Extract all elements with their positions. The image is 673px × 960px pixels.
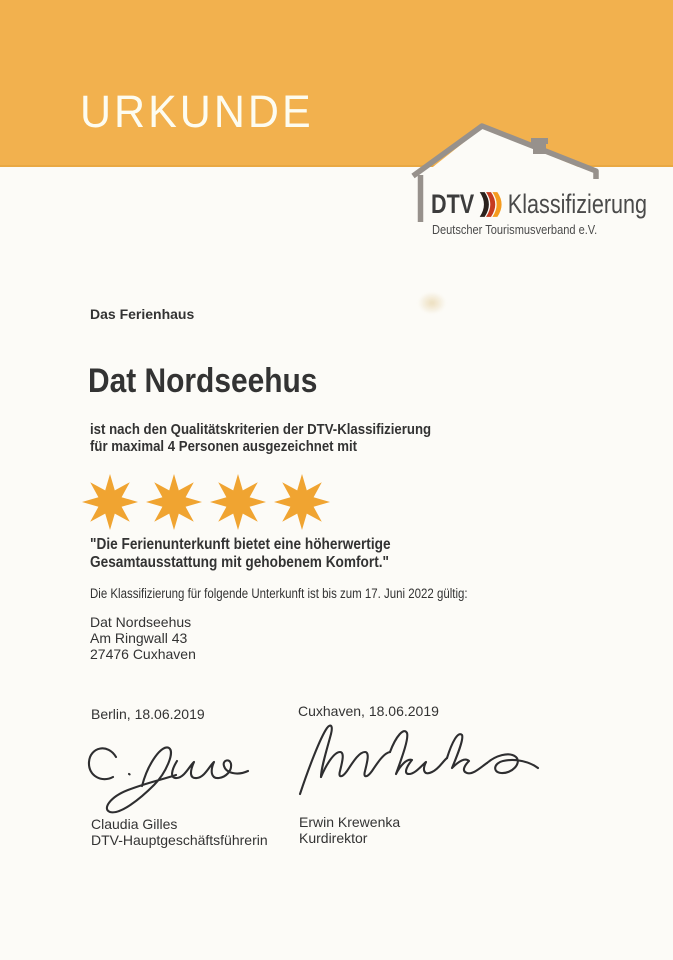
property-name: Dat Nordseehus [88, 362, 318, 400]
star-icon [145, 473, 203, 531]
quote-text [90, 536, 391, 572]
dtv-logo-wordmark [431, 191, 647, 218]
logo-suffix: Klassifizierung [507, 189, 648, 219]
star-icon [81, 473, 139, 531]
signature-erwin-krewenka [290, 722, 542, 802]
signatory-right-title: Kurdirektor [299, 830, 368, 847]
award-line-1: ist nach den Qualitätskriterien der DTV-Klassifizierung [90, 421, 432, 438]
address-street: Am Ringwall 43 [90, 630, 188, 647]
logo-brand: DTV [431, 189, 475, 219]
quote-line-2: Gesamtausstattung mit gehobenem Komfort." [90, 553, 390, 571]
validity-text: Die Klassifizierung für folgende Unterkunft ist bis zum 17. Juni 2022 gültig: [90, 586, 468, 601]
star-icon [273, 473, 331, 531]
address-city: 27476 Cuxhaven [90, 646, 196, 663]
certificate-title: URKUNDE [80, 86, 314, 138]
signatory-right [299, 814, 400, 846]
address-name: Dat Nordseehus [90, 614, 192, 630]
award-line-2: für maximal 4 Personen ausgezeichnet mit [90, 438, 358, 456]
award-text [90, 421, 431, 456]
signatory-right-name: Erwin Krewenka [299, 814, 401, 830]
place-date-left: Berlin, 18.06.2019 [91, 706, 205, 722]
star-icon [209, 473, 267, 531]
address-block [90, 614, 196, 662]
dtv-chevrons-icon [479, 191, 503, 218]
classification-stars [81, 473, 331, 531]
logo-subtitle: Deutscher Tourismusverband e.V. [432, 222, 598, 237]
paper-smudge [418, 292, 446, 314]
intro-label: Das Ferienhaus [90, 306, 195, 322]
signatory-left [91, 816, 268, 848]
signatory-left-title: DTV-Hauptgeschäftsführerin [91, 832, 268, 849]
signature-claudia-gilles [80, 735, 262, 819]
signatory-left-name: Claudia Gilles [91, 816, 178, 832]
quote-line-1: "Die Ferienunterkunft bietet eine höherwertige [90, 536, 391, 553]
place-date-right: Cuxhaven, 18.06.2019 [298, 703, 439, 719]
